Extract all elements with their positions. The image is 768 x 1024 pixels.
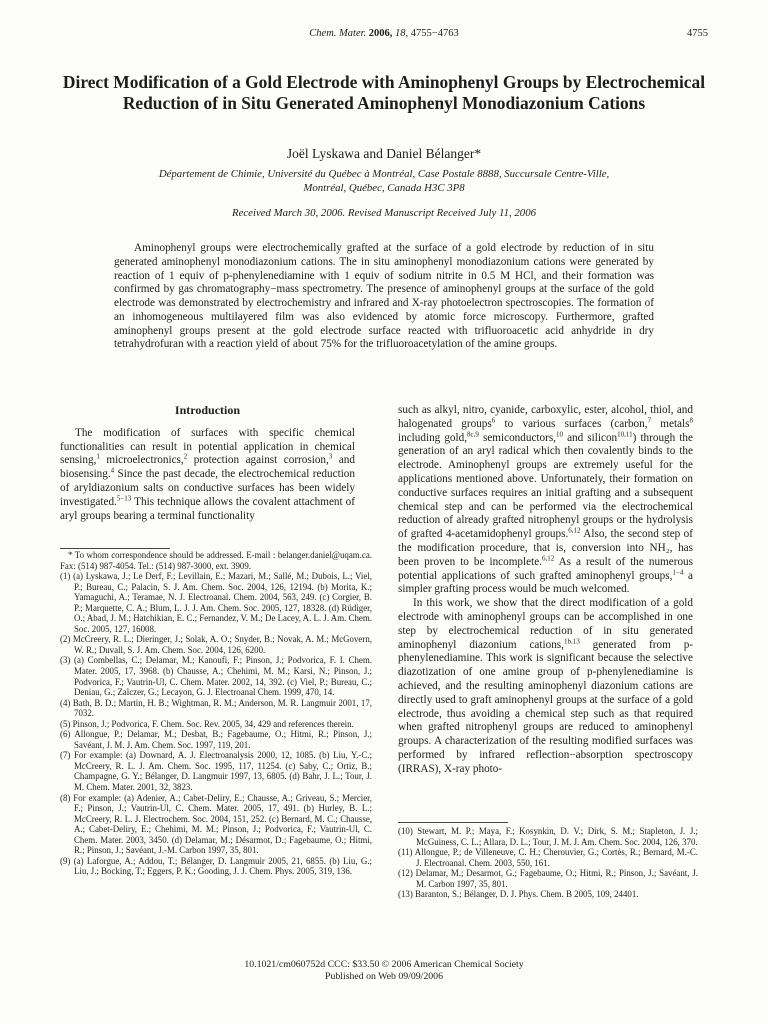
journal-pages: 4755−4763 bbox=[410, 28, 459, 39]
footnotes-left bbox=[60, 550, 372, 877]
reference-3: (3) (a) Combellas, C.; Delamar, M.; Kanoufi, F.; Pinson, J.; Podvorica, F. I. Chem. Mater. 2005, 17, 3968. (b) Chausse, A.; Chehimi, M. M.; Karsi, N.; Pinson, J.; Podvorica, F.; Vautrin-Ul, C. Chem. Mater. 2002, 14, 392. (c) Viel, P.; Bureau, C.; Deniau, G.; Zalczer, G.; Lecayon, G. J. Electroanal Chem. 1999, 470, 14. bbox=[60, 655, 372, 698]
received-dates: Received March 30, 2006. Revised Manuscript Received July 11, 2006 bbox=[232, 207, 536, 219]
reference-12: (12) Delamar, M.; Desarmot, G.; Fagebaume, O.; Hitmi, R.; Pinson, J.; Savéant, J. M. Carbon 1997, 35, 801. bbox=[398, 868, 698, 889]
paragraph-intro-3: In this work, we show that the direct modification of a gold electrode with aminophenyl groups can be accomplished in one step by electrochemical reduction of in situ generated aminophenyl diazonium cations,$^{1b,13}$ generated from p-phenylenediamine. This work is significant because the selective diazotization of one amine group of p-phenylenediamine is achieved, and the resulting aminophenyl diazonium cations are directly used to graft aminophenyl groups at the surface of a gold electrode, thus avoiding a chemical step such as that required when grafted nitrophenyl groups are reduced to aminophenyl groups. A characterization of the resulting modified surfaces was performed by infrared reflection−absorption spectroscopy (IRRAS), X-ray photo- bbox=[398, 597, 694, 775]
reference-5: (5) Pinson, J.; Podvorica, F. Chem. Soc. Rev. 2005, 34, 429 and references therein. bbox=[60, 718, 354, 729]
affiliation-line-2: Montréal, Québec, Canada H3C 3P8 bbox=[303, 181, 465, 194]
footnote-divider-left bbox=[60, 548, 170, 549]
reference-6: (6) Allongue, P.; Delamar, M.; Desbat, B.; Fagebaume, O.; Hitmi, R.; Pinson, J.; Savéant, J. M. J. Am. Chem. Soc. 1997, 119, 201. bbox=[60, 729, 372, 750]
right-column bbox=[398, 404, 693, 777]
left-column bbox=[60, 404, 355, 523]
doi-copyright-line: 10.1021/cm060752d CCC: $33.50 © 2006 American Chemical Society bbox=[244, 959, 524, 970]
reference-9: (9) (a) Laforgue, A.; Addou, T.; Bélanger, D. Langmuir 2005, 21, 6855. (b) Liu, G.; Liu, J.; Bocking, T.; Eggers, P. K.; Gooding, J. J. Chem. Phys. 2005, 319, 136. bbox=[60, 855, 372, 877]
author-affiliation bbox=[60, 168, 708, 195]
paragraph-intro-2: such as alkyl, nitro, cyanide, carboxylic, ester, alcohol, thiol, and halogenated groups$^6$ to various surfaces (carbon,$^7$ metals$^8$ including gold,$^{8c,9}$ semiconductors,$^{10}$ and silicon$^{10,11}$) through the generation of an aryl radical which then covalently binds to the electrode. Aminophenyl groups are extremely useful for the applications mentioned above. Unfortunately, their formation on conductive surfaces requires an initial grafting and a subsequent chemical step and can be performed via the electrochemical reduction of already grafted nitrophenyl groups or the hydrolysis of grafted 4-acetamidophenyl groups.$^{6,12}$ Also, the second step of the modification procedure, that is, conversion into NH₂, has been proven to be incomplete.$^{6,12}$ As a result of the numerous potential applications of such grafted aminophenyl groups,$^{1-4}$ a simpler grafting process would be much welcomed. bbox=[398, 404, 693, 596]
affiliation-line-1: Département de Chimie, Université du Québec à Montréal, Case Postale 8888, Succursale Centre-Ville, bbox=[158, 168, 610, 180]
page-footer bbox=[0, 959, 768, 983]
paragraph-intro-1: The modification of surfaces with specific chemical functionalities can result in potential application in chemical sensing,$^1$ microelectronics,$^2$ protection against corrosion,$^3$ and biosensing.$^4$ Since the past decade, the electrochemical reduction of aryldiazonium salts on conductive surfaces has been widely investigated.$^{5-13}$ This technique allows the covalent attachment of aryl groups bearing a terminal functionality bbox=[60, 426, 355, 522]
reference-2: (2) McCreery, R. L.; Dieringer, J.; Solak, A. O.; Snyder, B.; Novak, A. M.; McGovern, W. R.; Duvall, S. J. Am. Chem. Soc. 2004, 126, 6200. bbox=[60, 634, 372, 655]
reference-1: (1) (a) Lyskawa, J.; Le Derf, F.; Levillain, E.; Mazari, M.; Sallé, M.; Dubois, L.; Viel, P.; Bureau, C.; Palacin, S. J. Am. Chem. Soc. 2004, 126, 12194. (b) Morita, K.; Yamaguchi, A.; Teramae, N. J. Electroanal. Chem. 2004, 563, 249. (c) Corgier, B. P.; Marquette, C. A.; Blum, L. J. J. Am. Chem. Soc. 2005, 127, 18328. (d) Rüdiger, O.; Abad, J. M.; Hatchikian, E. C.; Fernandez, V. M.; De Lacey, A. L. J. Am. Chem. Soc. 2005, 127, 16008. bbox=[60, 571, 372, 634]
footnote-divider-right bbox=[398, 822, 508, 823]
footnotes-right bbox=[398, 826, 698, 900]
journal-volume: 18, bbox=[395, 28, 409, 39]
journal-name: Chem. Mater. bbox=[309, 28, 367, 39]
reference-13: (13) Baranton, S.; Bélanger, D. J. Phys. Chem. B 2005, 109, 24401. bbox=[398, 889, 639, 900]
reference-10: (10) Stewart, M. P.; Maya, F.; Kosynkin, D. V.; Dirk, S. M.; Stapleton, J. J.; McGuiness, C. L.; Allara, D. L.; Tour, J. M. J. Am. Chem. Soc. 2004, 126, 370. bbox=[398, 826, 698, 847]
publication-date-line: Published on Web 09/09/2006 bbox=[325, 971, 443, 982]
section-heading-introduction: Introduction bbox=[174, 403, 241, 417]
reference-7: (7) For example: (a) Downard, A. J. Electroanalysis 2000, 12, 1085. (b) Liu, Y.-C.; McCreery, R. L. J. Am. Chem. Soc. 1995, 117, 11254. (c) Saby, C.; Ortiz, B.; Champagne, G. Y.; Bélanger, D. Langmuir 1997, 13, 6805. (d) Bahr, J. L.; Tour, J. M. Chem. Mater. 2001, 32, 3823. bbox=[60, 750, 372, 793]
article-title: Direct Modification of a Gold Electrode with Aminophenyl Groups by Electrochemical Reduction of in Situ Generated Aminophenyl Monodiazonium Cations bbox=[62, 72, 706, 113]
footnote-corresponding-author: * To whom correspondence should be addressed. E-mail : belanger.daniel@uqam.ca. Fax: (514) 987-4054. Tel.: (514) 987-3000, ext. 3909. bbox=[60, 550, 372, 571]
reference-4: (4) Bath, B. D.; Martin, H. B.; Wightman, R. M.; Anderson, M. R. Langmuir 2001, 17, 7032. bbox=[60, 697, 372, 719]
article-authors: Joël Lyskawa and Daniel Bélanger* bbox=[286, 146, 482, 161]
running-header bbox=[0, 28, 768, 39]
reference-8: (8) For example: (a) Adenier, A.; Cabet-Deliry, E.; Chausse, A.; Griveau, S.; Mercier, F.; Pinson, J.; Vautrin-Ul, C. Chem. Mater. 2005, 17, 491. (b) Hurley, B. L.; McCreery, R. L. J. Electrochem. Soc. 2004, 151, 252. (c) Bernard, M. C.; Chausse, A.; Cabet-Deliry, E.; Chehimi, M. M.; Pinson, J.; Podvorica, F.; Vautrin-Ul, C. Chem. Mater. 2003, 3450. (d) Delamar, M.; Désarmot, D.; Fagebaume, O.; Hitmi, R.; Pinson, J.; Savéant, J.-M. Carbon 1997, 35, 801. bbox=[60, 792, 372, 856]
reference-11: (11) Allongue, P.; de Villeneuve, C. H.; Cherouvier, G.; Cortès, R.; Bernard, M.-C. J. Electroanal. Chem. 2003, 550, 161. bbox=[398, 847, 698, 868]
journal-year: 2006, bbox=[368, 28, 393, 39]
abstract: Aminophenyl groups were electrochemically grafted at the surface of a gold electrode by reduction of in situ generated aminophenyl monodiazonium cations. The in situ aminophenyl monodiazonium cations were generated by reaction of 1 equiv of p-phenylenediamine with 1 equiv of sodium nitrite in 0.5 M HCl, and their formation was confirmed by gas chromatography−mass spectrometry. The presence of aminophenyl groups at the surface of the gold electrode was demonstrated by electrochemistry and infrared and X-ray photoelectron spectroscopies. The formation of an inhomogeneous multilayered film was also evidenced by atomic force microscopy. Furthermore, grafted aminophenyl groups present at the gold electrode surface reacted with trifluoroacetic acid anhydride in dry tetrahydrofuran with a reaction yield of about 75% for the trifluoroacetylation of the amine groups. bbox=[114, 242, 654, 351]
page-number: 4755 bbox=[687, 28, 708, 39]
